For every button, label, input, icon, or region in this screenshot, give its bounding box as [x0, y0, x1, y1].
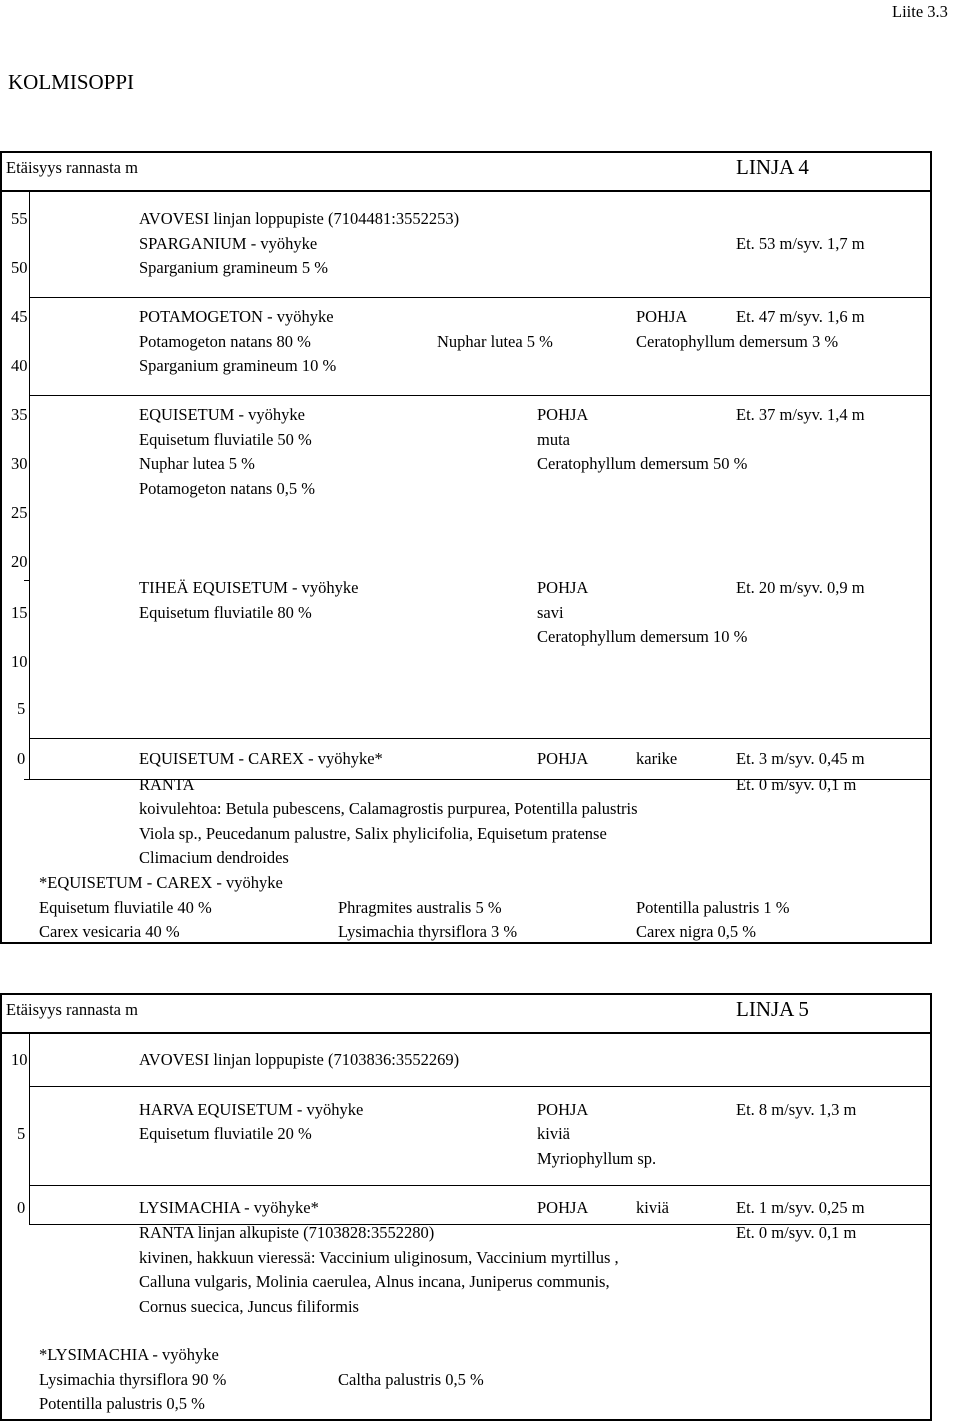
row-text: POHJA [537, 1198, 589, 1217]
scale-label: 35 [11, 405, 28, 424]
row-text: Potamogeton natans 80 % [139, 332, 311, 351]
row-text: Et. 1 m/syv. 0,25 m [736, 1198, 865, 1217]
section-divider [29, 1185, 932, 1186]
row-text: AVOVESI linjan loppupiste (7103836:3552269) [139, 1050, 460, 1069]
scale-label: 55 [11, 209, 28, 228]
row-text: savi [537, 603, 564, 622]
row-text: kivinen, hakkuun vieressä: Vaccinium uliginosum, Vaccinium myrtillus , [139, 1248, 619, 1267]
linja4-header-left: Etäisyys rannasta m [6, 158, 138, 177]
row-text: Climacium dendroides [139, 848, 289, 867]
row-text: RANTA [139, 775, 195, 794]
row-text: SPARGANIUM - vyöhyke [139, 234, 318, 253]
scale-label: 30 [11, 454, 28, 473]
row-text: AVOVESI linjan loppupiste (7104481:3552253) [139, 209, 460, 228]
row-text: Equisetum fluviatile 80 % [139, 603, 312, 622]
row-text: muta [537, 430, 570, 449]
row-text: Et. 37 m/syv. 1,4 m [736, 405, 865, 424]
row-text: POHJA [537, 749, 589, 768]
linja4-scale-line [29, 190, 30, 780]
row-text: Nuphar lutea 5 % [139, 454, 255, 473]
scale-label: 10 [11, 1050, 28, 1069]
linja4-header-divider [0, 190, 932, 192]
section-divider [29, 738, 932, 739]
row-text: Carex nigra 0,5 % [636, 922, 757, 941]
scale-label: 5 [17, 1124, 26, 1143]
scale-label: 20 [11, 552, 28, 571]
scale-label: 25 [11, 503, 28, 522]
row-text: POHJA [636, 307, 688, 326]
row-text: Equisetum fluviatile 20 % [139, 1124, 312, 1143]
row-text: Lysimachia thyrsiflora 3 % [338, 922, 518, 941]
row-text: Et. 3 m/syv. 0,45 m [736, 749, 865, 768]
row-text: Nuphar lutea 5 % [437, 332, 553, 351]
row-text: kiviä [636, 1198, 669, 1217]
linja5-header-divider [0, 1032, 932, 1034]
section-divider [29, 395, 932, 396]
row-text: *EQUISETUM - CAREX - vyöhyke [39, 873, 283, 892]
row-text: karike [636, 749, 678, 768]
row-text: TIHEÄ EQUISETUM - vyöhyke [139, 578, 359, 597]
row-text: Et. 53 m/syv. 1,7 m [736, 234, 865, 253]
row-text: RANTA linjan alkupiste (7103828:3552280) [139, 1223, 435, 1242]
row-text: Equisetum fluviatile 50 % [139, 430, 312, 449]
row-text: POHJA [537, 1100, 589, 1119]
linja5-header-right: LINJA 5 [736, 997, 809, 1021]
page-label: Liite 3.3 [892, 2, 948, 21]
section-divider [29, 1086, 932, 1087]
page-title: KOLMISOPPI [8, 70, 135, 94]
row-text: Sparganium gramineum 10 % [139, 356, 337, 375]
linja5-scale-line [29, 1032, 30, 1224]
row-text: Et. 20 m/syv. 0,9 m [736, 578, 865, 597]
row-text: Potentilla palustris 0,5 % [39, 1394, 205, 1413]
row-text: Sparganium gramineum 5 % [139, 258, 328, 277]
scale-label: 0 [17, 749, 26, 768]
row-text: Equisetum fluviatile 40 % [39, 898, 212, 917]
row-text: Potentilla palustris 1 % [636, 898, 790, 917]
row-text: POTAMOGETON - vyöhyke [139, 307, 334, 326]
scale-tick [24, 580, 30, 581]
row-text: Ceratophyllum demersum 3 % [636, 332, 839, 351]
row-text: EQUISETUM - CAREX - vyöhyke* [139, 749, 383, 768]
scale-label: 10 [11, 652, 28, 671]
row-text: Ceratophyllum demersum 10 % [537, 627, 748, 646]
linja4-header-right: LINJA 4 [736, 155, 809, 179]
row-text: *LYSIMACHIA - vyöhyke [39, 1345, 219, 1364]
row-text: koivulehtoa: Betula pubescens, Calamagrostis purpurea, Potentilla palustris [139, 799, 638, 818]
scale-label: 15 [11, 603, 28, 622]
row-text: Caltha palustris 0,5 % [338, 1370, 484, 1389]
section-divider [29, 297, 932, 298]
row-text: HARVA EQUISETUM - vyöhyke [139, 1100, 364, 1119]
row-text: Phragmites australis 5 % [338, 898, 502, 917]
row-text: LYSIMACHIA - vyöhyke* [139, 1198, 319, 1217]
row-text: EQUISETUM - vyöhyke [139, 405, 305, 424]
scale-label: 45 [11, 307, 28, 326]
scale-label: 5 [17, 699, 26, 718]
row-text: Ceratophyllum demersum 50 % [537, 454, 748, 473]
row-text: Et. 47 m/syv. 1,6 m [736, 307, 865, 326]
row-text: Carex vesicaria 40 % [39, 922, 180, 941]
row-text: Et. 8 m/syv. 1,3 m [736, 1100, 857, 1119]
scale-label: 40 [11, 356, 28, 375]
row-text: Et. 0 m/syv. 0,1 m [736, 1223, 857, 1242]
scale-label: 50 [11, 258, 28, 277]
row-text: Viola sp., Peucedanum palustre, Salix phylicifolia, Equisetum pratense [139, 824, 607, 843]
linja5-header-left: Etäisyys rannasta m [6, 1000, 138, 1019]
row-text: POHJA [537, 578, 589, 597]
row-text: kiviä [537, 1124, 570, 1143]
row-text: Calluna vulgaris, Molinia caerulea, Alnus incana, Juniperus communis, [139, 1272, 610, 1291]
row-text: Et. 0 m/syv. 0,1 m [736, 775, 857, 794]
scale-label: 0 [17, 1198, 26, 1217]
row-text: POHJA [537, 405, 589, 424]
row-text: Lysimachia thyrsiflora 90 % [39, 1370, 227, 1389]
row-text: Potamogeton natans 0,5 % [139, 479, 315, 498]
row-text: Myriophyllum sp. [537, 1149, 657, 1168]
row-text: Cornus suecica, Juncus filiformis [139, 1297, 359, 1316]
